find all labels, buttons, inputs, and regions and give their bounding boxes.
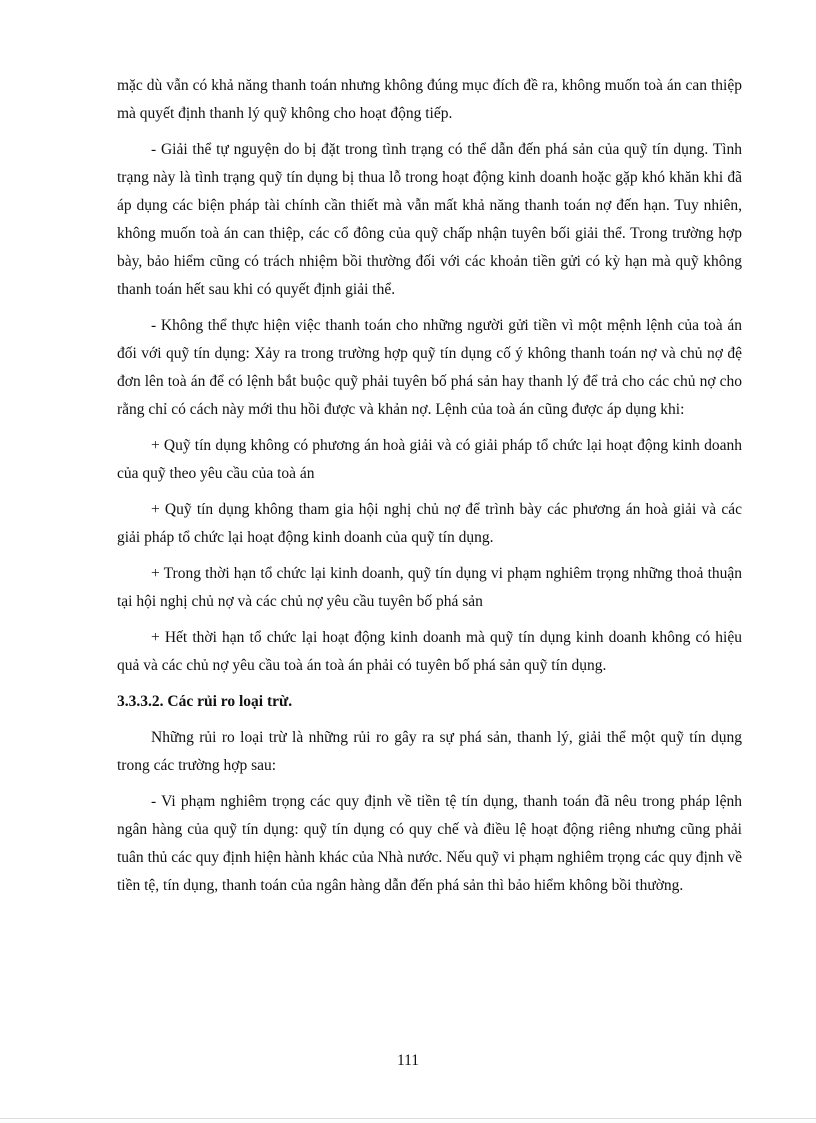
document-body [117, 72, 742, 908]
paragraph-voluntary-dissolution: - Giải thể tự nguyện do bị đặt trong tình trạng có thể dẫn đến phá sản của quỹ tín dụng. Tình trạng này là tình trạng quỹ tín dụng bị thua lỗ trong hoạt động kinh doanh hoặc gặp khó khăn khi đã áp dụng các biện pháp tài chính cần thiết mà vẫn mất khả năng thanh toán nợ đến hạn. Tuy nhiên, không muốn toà án can thiệp, các cổ đông của quỹ chấp nhận tuyên bối giải thể. Trong trường hợp bày, bảo hiểm cũng có trách nhiệm bồi thường đối với các khoản tiền gửi có kỳ hạn mà quỹ không thanh toán hết sau khi có quyết định giải thể. [117, 141, 742, 298]
page-number: 111 [396, 1052, 420, 1069]
paragraph-continuation: mặc dù vẫn có khả năng thanh toán nhưng không đúng mục đích đề ra, không muốn toà án can thiệp mà quyết định thanh lý quỹ không cho hoạt động tiếp. [117, 77, 742, 122]
section-heading: 3.3.3.2. Các rủi ro loại trừ. [117, 693, 293, 710]
list-item: + Hết thời hạn tổ chức lại hoạt động kinh doanh mà quỹ tín dụng kinh doanh không có hiệu quả và các chủ nợ yêu cầu toà án toà án phải có tuyên bố phá sản quỹ tín dụng. [117, 629, 742, 674]
page-bottom-divider [0, 1118, 816, 1119]
paragraph-exclusions-intro: Những rủi ro loại trừ là những rủi ro gây ra sự phá sản, thanh lý, giải thể một quỹ tín dụng trong các trường hợp sau: [117, 729, 742, 774]
list-item: + Trong thời hạn tổ chức lại kinh doanh, quỹ tín dụng vi phạm nghiêm trọng những thoả thuận tại hội nghị chủ nợ và các chủ nợ yêu cầu tuyên bố phá sản [117, 565, 742, 610]
list-item: + Quỹ tín dụng không có phương án hoà giải và có giải pháp tổ chức lại hoạt động kinh doanh của quỹ theo yêu cầu của toà án [117, 437, 742, 482]
list-item: + Quỹ tín dụng không tham gia hội nghị chủ nợ để trình bày các phương án hoà giải và các giải pháp tổ chức lại hoạt động kinh doanh của quỹ tín dụng. [117, 501, 742, 546]
paragraph-court-order: - Không thể thực hiện việc thanh toán cho những người gửi tiền vì một mệnh lệnh của toà án đối với quỹ tín dụng: Xảy ra trong trường hợp quỹ tín dụng cố ý không thanh toán nợ và chủ nợ đệ đơn lên toà án để có lệnh bắt buộc quỹ phải tuyên bố phá sản hay thanh lý để trả cho các chủ nợ cho rằng chỉ có cách này mới thu hồi được và khản nợ. Lệnh của toà án cũng được áp dụng khi: [117, 317, 742, 418]
paragraph-serious-violation: - Vi phạm nghiêm trọng các quy định về tiền tệ tín dụng, thanh toán đã nêu trong pháp lệnh ngân hàng của quỹ tín dụng: quỹ tín dụng có quy chế và điều lệ hoạt động riêng nhưng cũng phải tuân thủ các quy định hiện hành khác của Nhà nước. Nếu quỹ vi phạm nghiêm trọng các quy định về tiền tệ, tín dụng, thanh toán của ngân hàng dẫn đến phá sản thì bảo hiểm không bồi thường. [117, 793, 742, 894]
